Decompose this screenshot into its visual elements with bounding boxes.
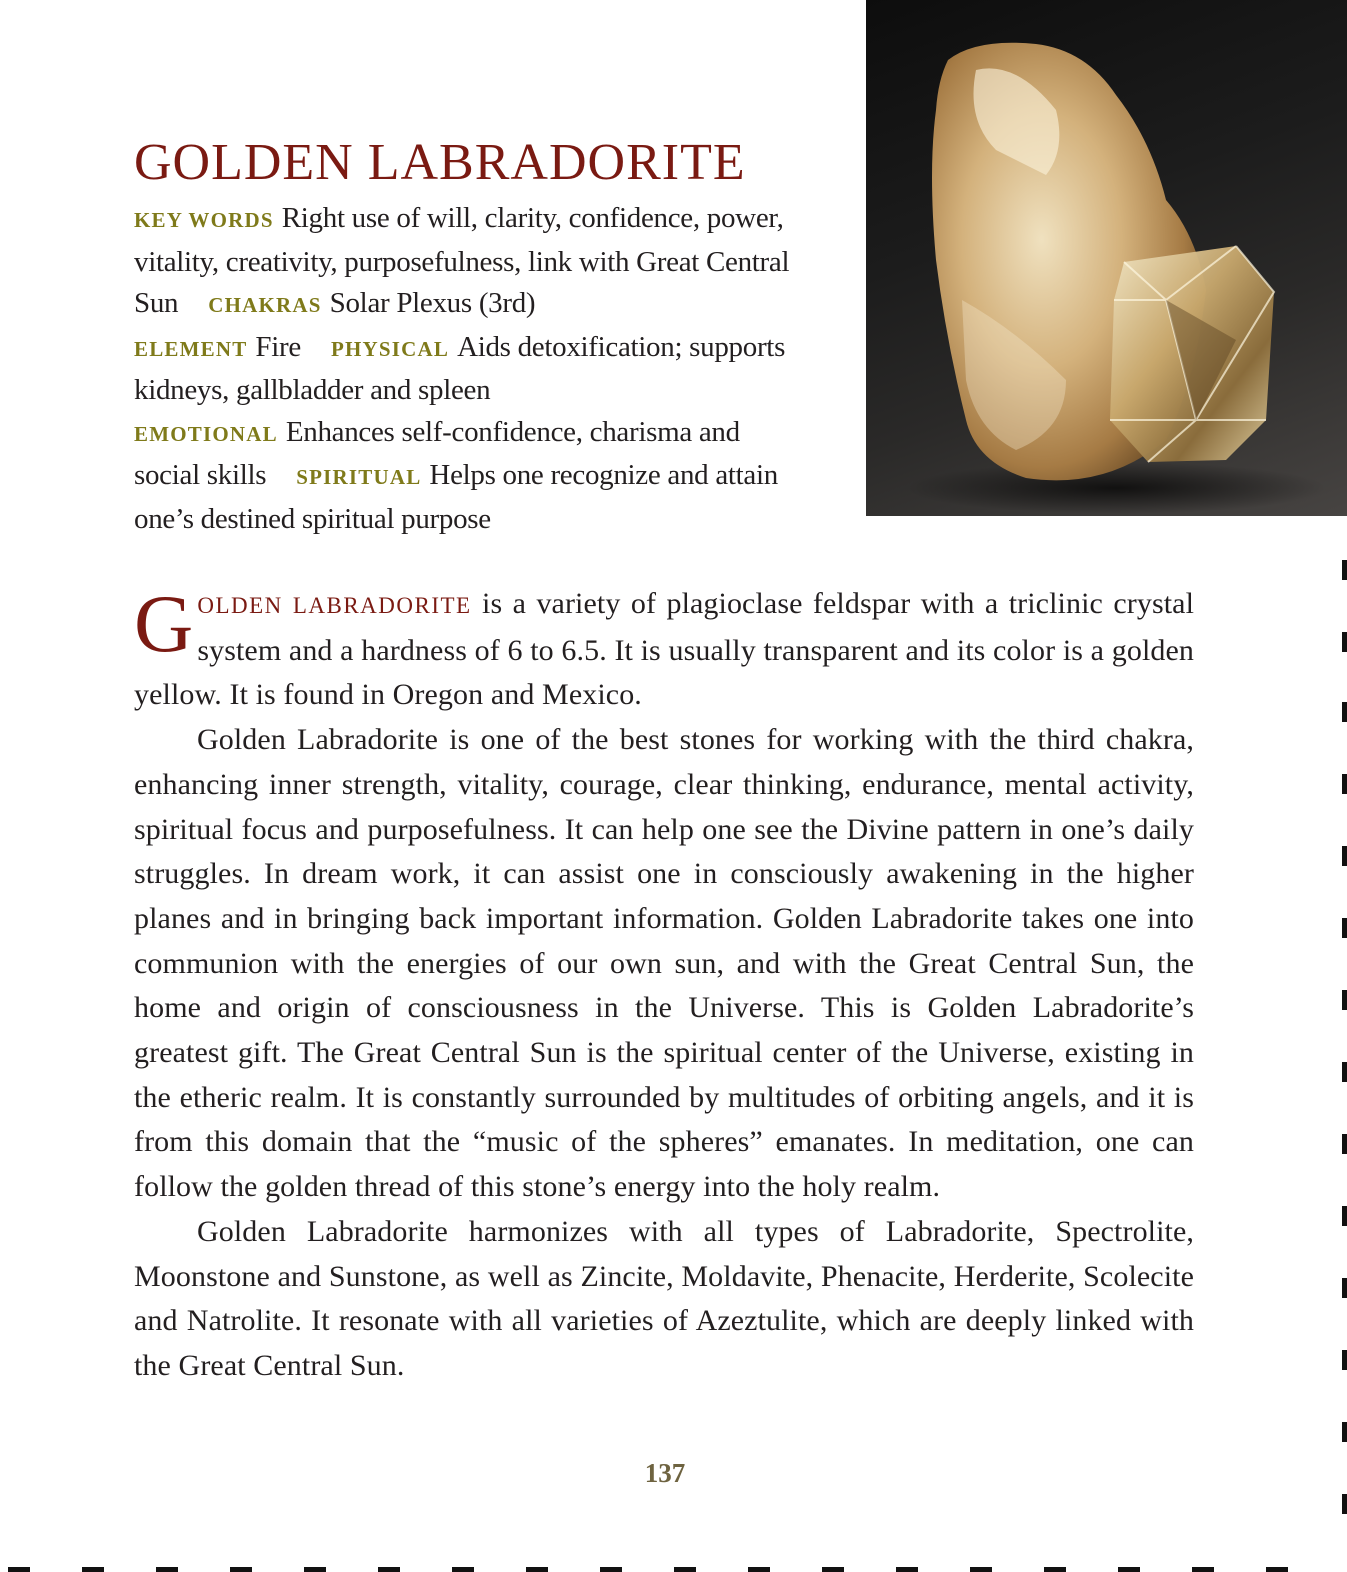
stone-photo [866,0,1347,516]
key-words-value: Right use of will, clarity, confidence, power, vitality, creativity, purposefulness, link with Great Central Sun [134,202,790,319]
right-edge-scan-marks [1339,560,1347,1560]
element-value: Fire [255,330,301,363]
emotional-label: EMOTIONAL [134,421,278,446]
golden-labradorite-crystal-image [866,0,1347,516]
element-label: ELEMENT [134,336,248,361]
spiritual-label: SPIRITUAL [296,465,422,489]
emotional-value: Enhances self-confidence, charisma and social skills [134,415,740,491]
chakras-label: CHAKRAS [208,293,322,317]
physical-value: Aids detoxification; supports kidneys, gallbladder and spleen [134,330,786,406]
drop-cap: G [134,578,194,669]
paragraph-3: Golden Labradorite harmonizes with all types of Labradorite, Spectrolite, Moonstone and Sunstone, as well as Zincite, Moldavite, Phenacite, Herderite, Scolecite and Natrolite. It resonate with all varieties of Azeztulite, which are deeply linked with the Great Central Sun. [134,1214,1194,1382]
paragraph-2: Golden Labradorite is one of the best stones for working with the third chakra, enhancing inner strength, vitality, courage, clear thinking, endurance, mental activity, spiritual focus and purposefulness. It can help one see the Divine pattern in one’s daily struggles. In dream work, it can assist one in consciously awakening in the higher planes and in bringing back important information. Golden Labradorite takes one into communion with the energies of our own sun, and with the Great Central Sun, the home and origin of consciousness in the Universe. This is Golden Labradorite’s greatest gift. The Great Central Sun is the spiritual center of the Universe, existing in the etheric realm. It is constantly surrounded by multitudes of orbiting angels, and it is from this domain that the “music of the spheres” emanates. In meditation, one can follow the golden thread of this stone’s energy into the holy realm. [134,723,1194,1204]
bottom-edge-scan-marks [0,1564,1347,1572]
page-title: GOLDEN LABRADORITE [134,133,746,191]
paragraph-1 [134,578,1194,718]
physical-label: PHYSICAL [330,336,450,361]
page-number: 137 [644,1458,686,1488]
stone-properties [134,198,799,540]
stone-description [134,578,1194,1389]
key-words-label: KEY WORDS [134,208,274,232]
spiritual-value: Helps one recognize and attain one’s destined spiritual purpose [134,459,778,535]
chakras-value: Solar Plexus (3rd) [329,287,536,319]
paragraph-1-text: is a variety of plagioclase feldspar with a triclinic crystal system and a hardness of 6 to 6.5. It is usually transparent and its color is a golden yellow. It is found in Oregon and Mexico. [134,587,1194,712]
lead-in: OLDEN LABRADORITE [197,593,472,618]
